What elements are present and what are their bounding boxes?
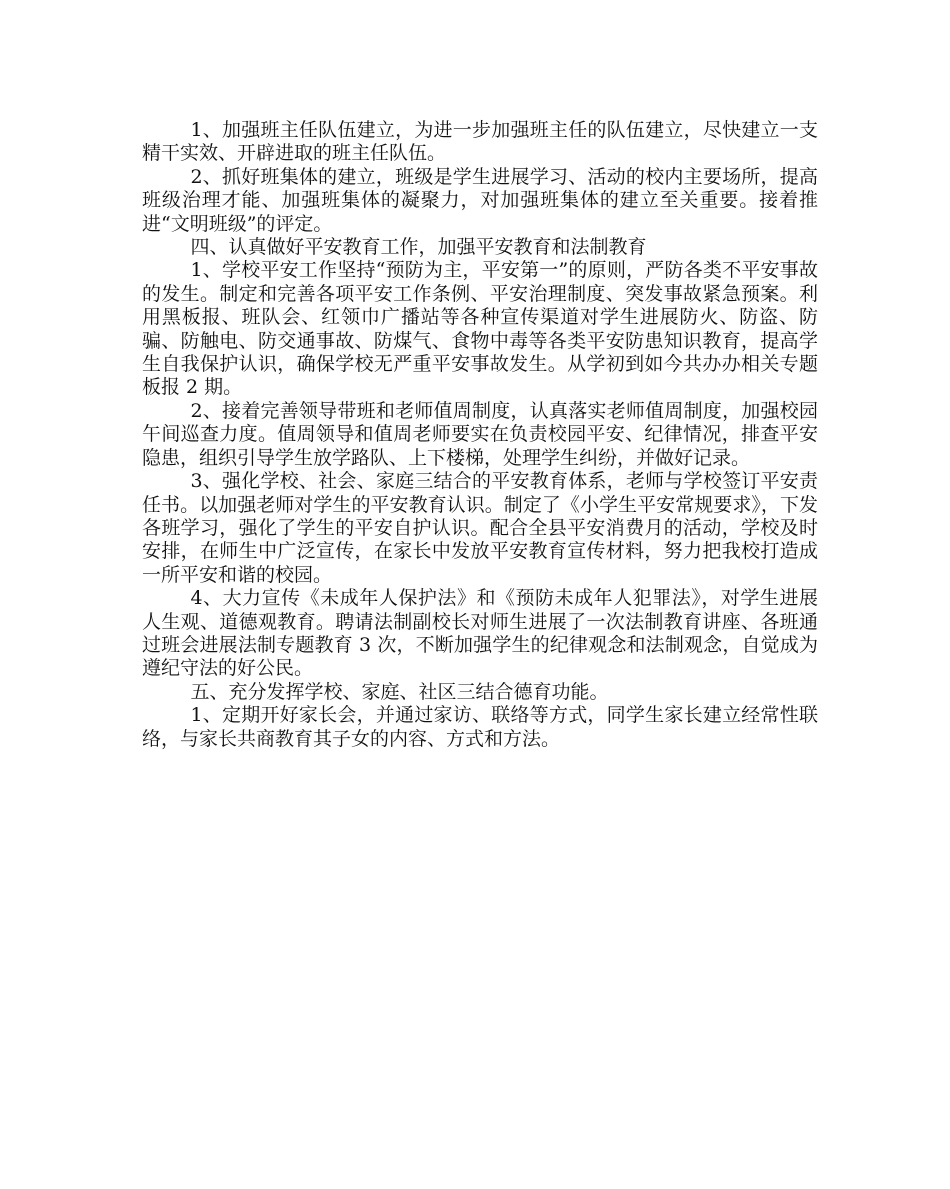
paragraph-legal-publicity: 4、大力宣传《未成年人保护法》和《预防未成年人犯罪法》，对学生进展人生观、道德观教育。聘请法制副校长对师生进展了一次法制教育讲座、各班通过班会进展法制专题教育 3 次，不断加强学生的纪律观念和法制观念，自觉成为遵纪守法的好公民。 (142, 587, 818, 680)
section-heading-safety-education: 四、认真做好平安教育工作，加强平安教育和法制教育 (190, 236, 647, 259)
paragraph-class-collective: 2、抓好班集体的建立，班级是学生进展学习、活动的校内主要场所，提高班级治理才能、加强班集体的凝聚力，对加强班集体的建立至关重要。接着推进“文明班级”的评定。 (142, 165, 818, 235)
paragraph-duty-system: 2、接着完善领导带班和老师值周制度，认真落实老师值周制度，加强校园午间巡查力度。值周领导和值周老师要实在负责校园平安、纪律情况，排查平安隐患，组织引导学生放学路队、上下楼梯，处理学生纠纷，并做好记录。 (142, 399, 818, 469)
paragraph-class-teacher-team: 1、加强班主任队伍建立，为进一步加强班主任的队伍建立，尽快建立一支精干实效、开辟进取的班主任队伍。 (142, 119, 818, 165)
paragraph-safety-education-system: 3、强化学校、社会、家庭三结合的平安教育体系，老师与学校签订平安责任书。以加强老师对学生的平安教育认识。制定了《小学生平安常规要求》，下发各班学习，强化了学生的平安自护认识。配合全县平安消费月的活动，学校及时安排，在师生中广泛宣传，在家长中发放平安教育宣传材料，努力把我校打造成一所平安和谐的校园。 (142, 470, 818, 586)
section-heading-moral-education: 五、充分发挥学校、家庭、社区三结合德育功能。 (190, 680, 609, 703)
paragraph-parent-meeting: 1、定期开好家长会，并通过家访、联络等方式，同学生家长建立经常性联络，与家长共商教育其子女的内容、方式和方法。 (142, 704, 818, 750)
paragraph-school-safety: 1、学校平安工作坚持“预防为主，平安第一”的原则，严防各类不平安事故的发生。制定和完善各项平安工作条例、平安治理制度、突发事故紧急预案。利用黑板报、班队会、红领巾广播站等各种宣传渠道对学生进展防火、防盗、防骗、防触电、防交通事故、防煤气、食物中毒等各类平安防患知识教育，提高学生自我保护认识，确保学校无严重平安事故发生。从学初到如今共办办相关专题板报 2 期。 (142, 259, 818, 399)
document-body (142, 119, 818, 751)
